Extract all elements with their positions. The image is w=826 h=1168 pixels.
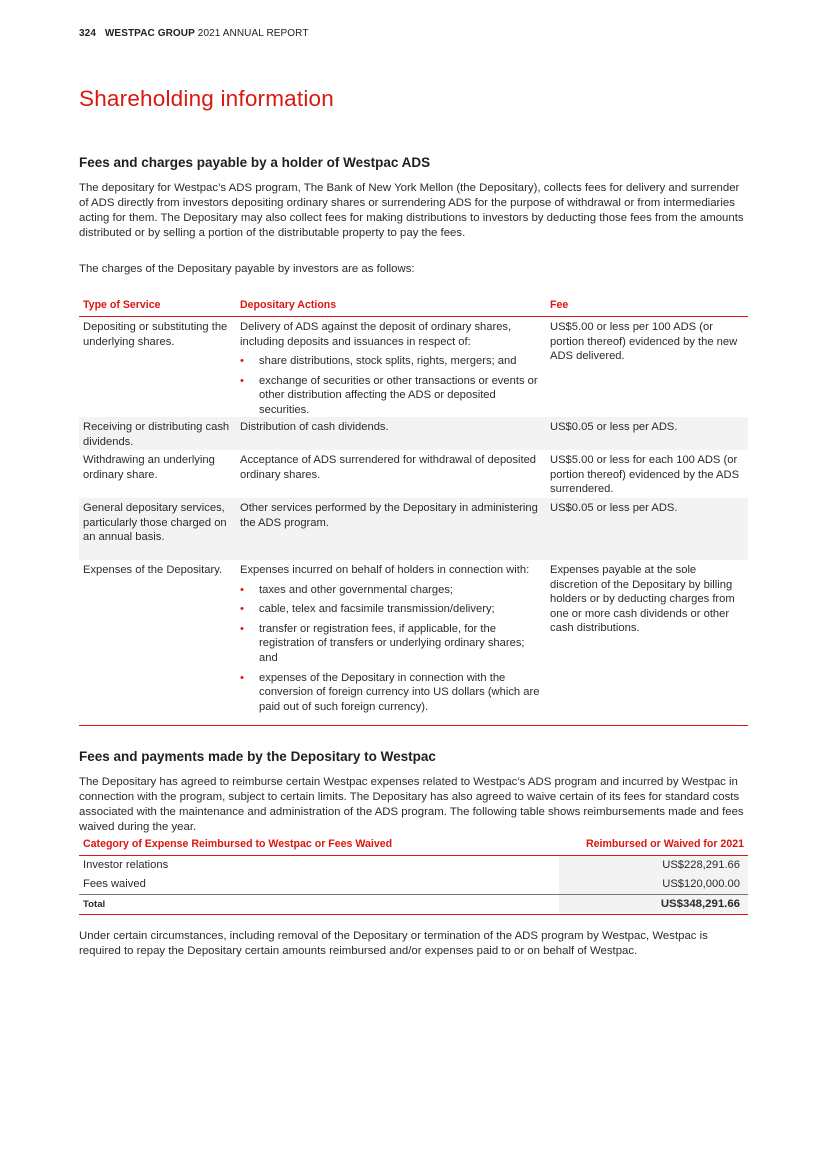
page-title: Shareholding information [79, 86, 334, 111]
row-value: US$228,291.66 [559, 856, 748, 875]
bullet-list [240, 583, 542, 715]
intro-paragraph: The depositary for Westpac’s ADS program, The Bank of New York Mellon (the Depositary), collects fees for delivery and surrender of ADS directly from investors depositing ordinary shares or surrendering ADS for the purpose of withdrawal or from intermediaries acting for them. The Depositary may also collect fees for making distributions to investors by deducting those fees from the amounts distributed or by selling a portion of the distributable property to pay the fees. [79, 182, 744, 239]
header-reimbursed: Reimbursed or Waived for 2021 [586, 838, 744, 850]
bullet-icon: • [240, 622, 244, 635]
fees-table-header [79, 297, 748, 317]
cell-service: General depositary services, particularly those charged on an annual basis. [83, 502, 227, 544]
report-name: 2021 ANNUAL REPORT [197, 28, 309, 39]
cell-service: Withdrawing an underlying ordinary share. [83, 454, 215, 481]
header-type-of-service: Type of Service [83, 299, 161, 311]
reimbursement-table [79, 836, 748, 915]
total-row [79, 895, 748, 915]
list-item [240, 583, 542, 598]
list-item [240, 671, 542, 715]
cell-fee: US$0.05 or less per ADS. [550, 421, 678, 433]
list-item [240, 374, 542, 418]
bullet-list [240, 354, 542, 417]
table-row [79, 450, 748, 498]
bullet-icon: • [240, 583, 244, 596]
cell-fee: US$5.00 or less per 100 ADS (or portion thereof) evidenced by the new ADS delivered. [550, 321, 738, 363]
section-heading-depositary-payments: Fees and payments made by the Depositary to Westpac [79, 749, 436, 764]
cell-action [236, 317, 546, 426]
header-depositary-actions: Depositary Actions [240, 299, 337, 311]
header-category: Category of Expense Reimbursed to Westpac or Fees Waived [83, 838, 393, 850]
list-item [240, 622, 542, 666]
cell-action: Distribution of cash dividends. [240, 421, 389, 433]
cell-action [236, 560, 546, 725]
action-text: Expenses incurred on behalf of holders in connection with: [240, 564, 530, 576]
header-fee: Fee [550, 299, 569, 311]
reimbursement-paragraph: The Depositary has agreed to reimburse certain Westpac expenses related to Westpac’s ADS program and incurred by Westpac in connection with the program, subject to certain limits. The Depositary has also agreed to waive certain of its fees for standard costs associated with the maintenance and administration of the ADS program. The following table shows reimbursements made and fees waived during the year. [79, 776, 744, 833]
total-value: US$348,291.66 [559, 895, 748, 914]
charges-intro: The charges of the Depositary payable by investors are as follows: [79, 263, 415, 275]
closing-paragraph: Under certain circumstances, including removal of the Depositary or termination of the ADS program by Westpac, Westpac is required to repay the Depositary certain amounts reimbursed and/or expenses paid to or on behalf of Westpac. [79, 930, 708, 957]
bullet-text: taxes and other governmental charges; [259, 583, 454, 596]
cell-action: Acceptance of ADS surrendered for withdrawal of deposited ordinary shares. [240, 454, 537, 481]
table-row [79, 875, 748, 895]
bullet-icon: • [240, 355, 244, 368]
list-item [240, 354, 542, 369]
bullet-text: expenses of the Depositary in connection with the conversion of foreign currency into US dollars (which are paid out of such foreign currency). [259, 671, 540, 713]
table-row [79, 317, 748, 417]
row-label: Investor relations [83, 859, 169, 871]
row-value: US$120,000.00 [559, 875, 748, 894]
table-row [79, 560, 748, 726]
bullet-icon: • [240, 671, 244, 684]
table-row [79, 856, 748, 875]
section-heading-fees-charges: Fees and charges payable by a holder of Westpac ADS [79, 155, 431, 170]
bullet-text: transfer or registration fees, if applicable, for the registration of transfers or underlying ordinary shares; and [259, 622, 525, 664]
bullet-text: exchange of securities or other transactions or events or other distribution affecting the ADS or deposited securities. [259, 374, 538, 416]
bullet-icon: • [240, 374, 244, 387]
action-text: Delivery of ADS against the deposit of ordinary shares, including deposits and issuances in respect of: [240, 321, 512, 348]
cell-service: Receiving or distributing cash dividends. [83, 421, 230, 448]
cell-fee: Expenses payable at the sole discretion of the Depositary by billing holders or by deducting charges from one or more cash dividends or other cash distributions. [550, 564, 735, 635]
bullet-icon: • [240, 603, 244, 616]
list-item [240, 602, 542, 617]
cell-action: Other services performed by the Depositary in administering the ADS program. [240, 502, 538, 529]
total-label: Total [83, 899, 106, 910]
cell-service: Depositing or substituting the underlying shares. [83, 321, 228, 348]
reimbursement-table-header [79, 836, 748, 856]
table-row [79, 417, 748, 450]
row-label: Fees waived [83, 878, 146, 890]
cell-fee: US$5.00 or less for each 100 ADS (or portion thereof) evidenced by the ADS surrendered. [550, 454, 740, 496]
table-row [79, 498, 748, 560]
running-header [79, 28, 309, 39]
fees-table [79, 297, 748, 726]
cell-service: Expenses of the Depositary. [83, 564, 223, 576]
bullet-text: share distributions, stock splits, rights, mergers; and [259, 355, 517, 368]
company-name: WESTPAC GROUP [104, 28, 195, 39]
cell-fee: US$0.05 or less per ADS. [550, 502, 678, 514]
bullet-text: cable, telex and facsimile transmission/delivery; [259, 603, 495, 616]
page-number: 324 [79, 28, 96, 39]
